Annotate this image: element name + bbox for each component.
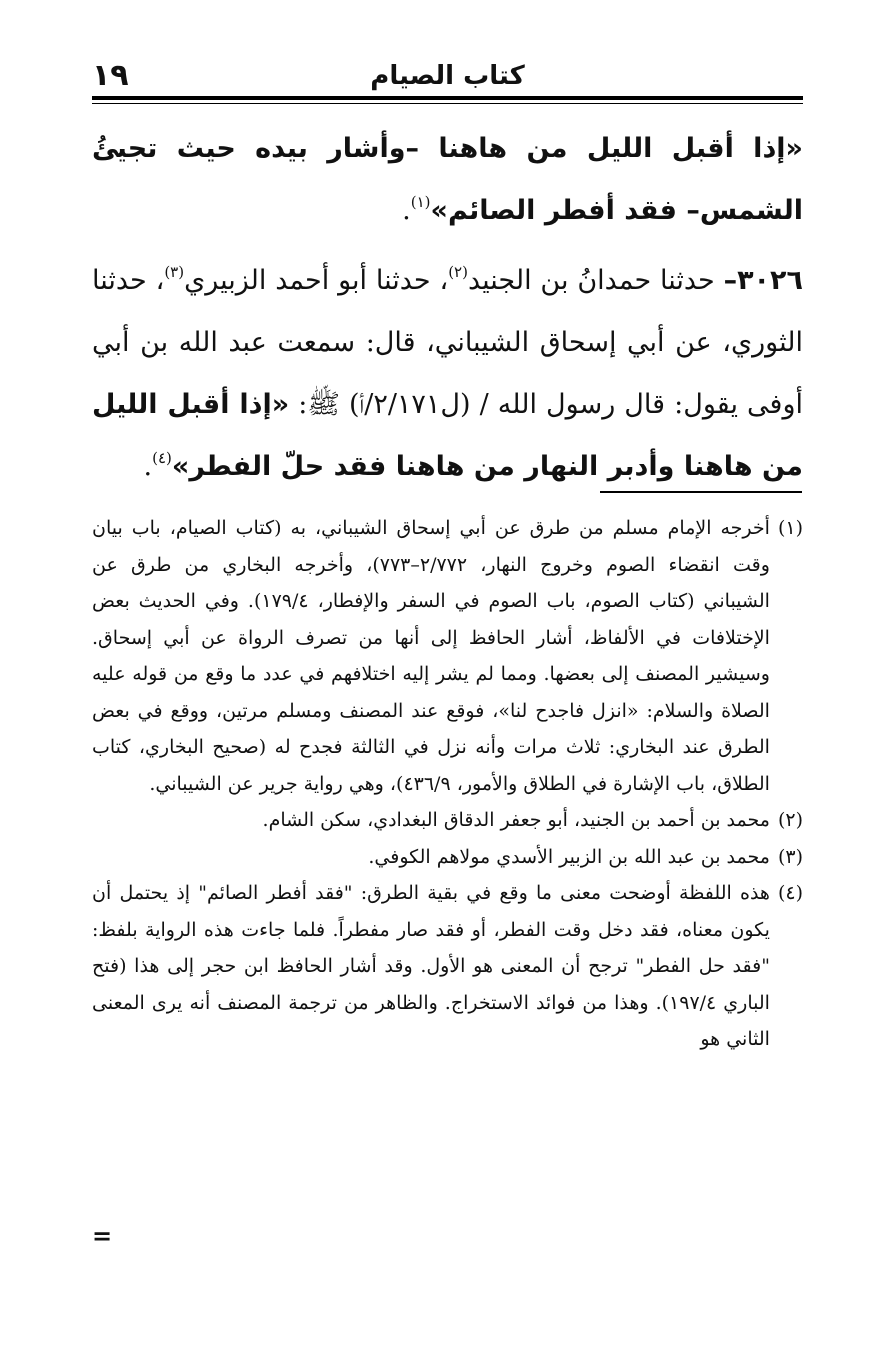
- footnote-ref: (٣): [164, 263, 185, 281]
- punctuation: .: [402, 195, 411, 226]
- footnote-ref: (٢): [448, 263, 468, 281]
- page-number: ١٩: [92, 58, 129, 93]
- footnote-1: [92, 510, 803, 802]
- header-rule-thin: [92, 103, 803, 104]
- footnote-text: هذه اللفظة أوضحت معنى ما وقع في بقية الطرق: "فقد أفطر الصائم" إذ يحتمل أن يكون معناه، فقد دخل وقت الفطر، أو فقد صار مفطراً. فلما جاءت هذه الرواية بلفظ: "فقد حل الفطر" ترجح أن المعنى هو الأول. وقد أشار الحافظ ابن حجر إلى هذا (فتح الباري ١٩٧/٤). وهذا من فوائد الاستخراج. والظاهر من ترجمة المصنف أنه يرى المعنى الثاني هو: [92, 882, 770, 1050]
- isnad-text: ، حدثنا أبو أحمد الزبيري: [184, 265, 449, 296]
- footnote-marker: (٢): [777, 809, 803, 831]
- footnote-ref: (١): [410, 193, 431, 211]
- footnote-text: محمد بن عبد الله بن الزبير الأسدي مولاهم الكوفي.: [368, 845, 770, 868]
- running-title: كتاب الصيام: [370, 61, 525, 91]
- footnote-separator: [600, 491, 802, 493]
- footnote-text: محمد بن أحمد بن الجنيد، أبو جعفر الدقاق البغدادي، سكن الشام.: [262, 809, 770, 831]
- footnote-3: [92, 839, 803, 876]
- footnote-text: أخرجه الإمام مسلم من طرق عن أبي إسحاق الشيباني، به (كتاب الصيام، باب بيان وقت انقضاء الصوم وخروج النهار، ٢/٧٧٢–٧٧٣)، وأخرجه البخاري من طرق عن الشيباني (كتاب الصوم، باب الصوم في السفر والإفطار، ١٧٩/٤). وفي الحديث بعض الإختلافات في الألفاظ، أشار الحافظ إلى أنها من تصرف الرواة عن أبي إسحاق. وسيشير المصنف إلى بعضها. ومما لم يشر إليه اختلافهم في عدد ما وقع من قوله عليه الصلاة والسلام: «انزل فاجدح لنا»، فوقع عند المصنف ومسلم مرتين، ووقع في بعض الطرق عند البخاري: ثلاث مرات وأنه نزل في الثالثة فجدح له (صحيح البخاري، كتاب الطلاق، باب الإشارة في الطلاق والأمور، ٤٣٦/٩)، وهي رواية جرير عن الشيباني.: [92, 517, 770, 795]
- header-rule-thick: [92, 96, 803, 100]
- hadith-number: ٣٠٢٦–: [723, 265, 803, 296]
- punctuation: .: [143, 451, 153, 482]
- continuation-mark: =: [92, 1222, 113, 1250]
- footnote-marker: (١): [777, 517, 803, 539]
- footnote-2: [92, 802, 803, 839]
- page-header: [92, 56, 803, 96]
- hadith-quote: «إذا أقبل الليل من هاهنا وأدبر النهار من هاهنا فقد حلّ الفطر»: [92, 389, 803, 482]
- footnote-marker: (٣): [777, 845, 803, 868]
- hadith-quote: «إذا أقبل الليل من هاهنا –وأشار بيده حيث تجيئُ الشمس– فقد أفطر الصائم»: [92, 133, 803, 226]
- footnote-ref: (٤): [152, 449, 172, 467]
- isnad-text: ، حدثنا الثوري، عن أبي إسحاق الشيباني، قال: سمعت عبد الله بن أبي أوفى يقول: قال رسول الله / (ل٢/١٧١/أ) ﷺ:: [92, 265, 803, 420]
- footnotes: [92, 510, 803, 1058]
- footnote-marker: (٤): [777, 882, 803, 904]
- paragraph-1: [92, 118, 803, 242]
- footnote-4: [92, 875, 803, 1058]
- main-text: [92, 118, 803, 498]
- isnad-text: حدثنا حمدانُ بن الجنيد: [467, 265, 724, 296]
- paragraph-2: [92, 250, 803, 498]
